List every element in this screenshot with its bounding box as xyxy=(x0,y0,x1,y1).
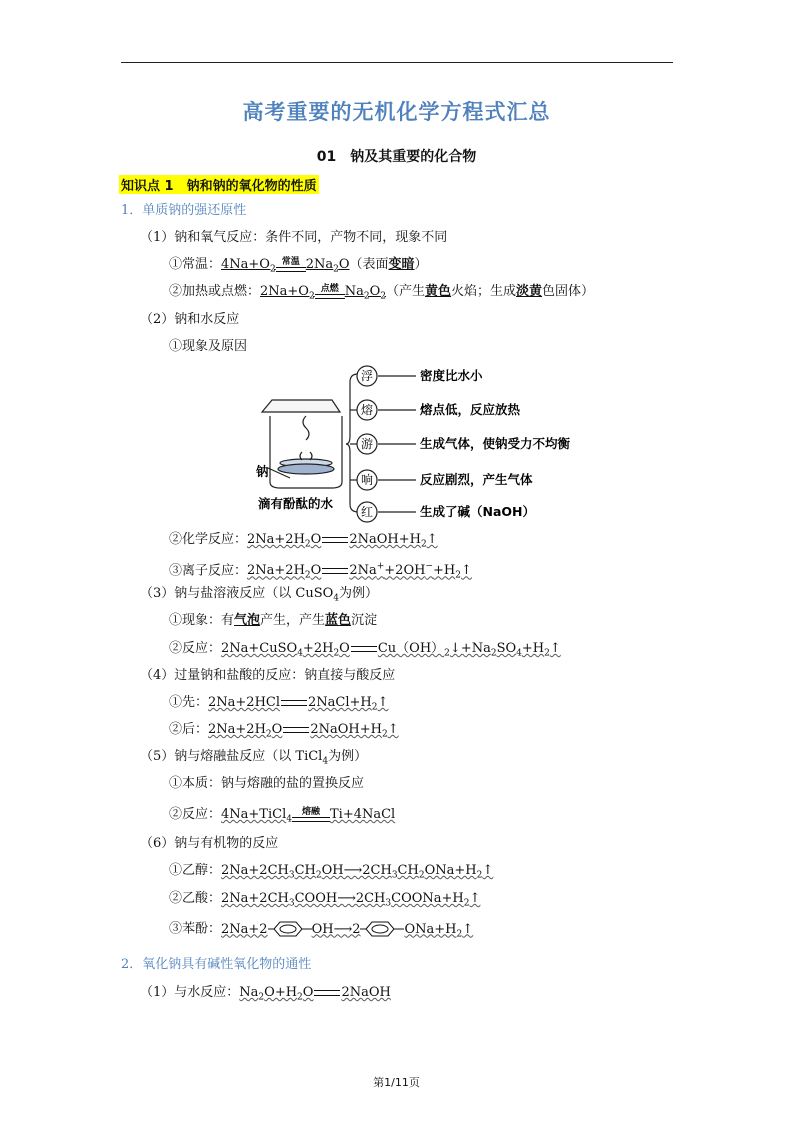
equation-na-cuso4: ②反应：$2Na+CuSO_4+2H_2O$ $Cu(OH)_2↓+Na_2SO_4+H_2↑$ xyxy=(169,641,561,659)
benzene-ring-icon-2 xyxy=(360,920,404,938)
chapter-title: 01 钠及其重要的化合物 xyxy=(316,149,477,165)
document-title: 高考重要的无机化学方程式汇总 xyxy=(242,99,551,124)
header-rule xyxy=(121,62,673,63)
sound-char: 响 xyxy=(360,473,374,487)
item-1-3a: ①现象：有气泡产生，产生蓝色沉淀 xyxy=(169,613,378,628)
item-1-5a: ①本质：钠与熔融的盐的置换反应 xyxy=(169,776,365,791)
equation-na-water: ②化学反应：$2Na+2H_2O$ $2NaOH+H_2↑$ xyxy=(169,532,438,550)
knowledge-point-heading: 知识点 1 钠和钠的氧化物的性质 xyxy=(119,175,319,194)
phenomenon-swim xyxy=(357,434,571,454)
phenomenon-melt xyxy=(357,400,521,420)
phenomenon-sound xyxy=(357,470,533,490)
equation-na-ticl4: ②反应：4Na+TiCl$_4$ 熔融 Ti+4NaCl xyxy=(169,806,396,825)
equation-na-o2-heat: ②加热或点燃：$2Na+O_2$ 点燃 $Na_2O_2$（产生黄色火焰；生成淡黄色固体） xyxy=(169,283,595,302)
red-char: 红 xyxy=(360,505,374,519)
equation-na-phenol: ③苯酚：2Na+2 OH⟶2 $ONa+H_2↑$ xyxy=(169,921,474,940)
melt-char: 熔 xyxy=(360,403,374,417)
swim-reason: 生成气体，使钠受力不均衡 xyxy=(420,436,571,451)
phenomenon-float xyxy=(357,366,483,386)
benzene-ring-icon xyxy=(268,920,312,938)
item-1-3: （3）钠与盐溶液反应（以 CuSO$_4$为例） xyxy=(140,586,379,604)
equation-na-water-ionic: ③离子反应：$2Na+2H_2O$ $2Na^++2OH^-+H_2↑$ xyxy=(169,562,472,581)
red-reason: 生成了碱（NaOH） xyxy=(420,504,535,519)
float-reason: 密度比水小 xyxy=(420,368,483,383)
beaker-icon xyxy=(262,400,342,488)
melt-reason: 熔点低，反应放热 xyxy=(420,402,521,417)
sound-reason: 反应剧烈，产生气体 xyxy=(420,472,533,487)
equation-na-water-after: ②后：$2Na+2H_2O$ $2NaOH+H_2↑$ xyxy=(169,722,399,740)
float-char: 浮 xyxy=(360,369,374,383)
equation-na-o2-room: ①常温：$4Na+O_2$ 常温 $2Na_2O$（表面变暗） xyxy=(169,256,428,275)
section-2-heading: 2．氧化钠具有碱性氧化物的通性 xyxy=(121,957,312,972)
item-1-2a: ①现象及原因 xyxy=(169,339,248,354)
page-number: 第1/11页 xyxy=(373,1076,420,1089)
item-1-5: （5）钠与熔融盐反应（以 TiCl$_4$为例） xyxy=(140,749,368,767)
equation-na2o-water: （1）与水反应：$Na_2O+H_2O$ 2NaOH xyxy=(140,985,391,1003)
item-1-2: （2）钠和水反应 xyxy=(140,312,240,327)
swim-char: 游 xyxy=(360,437,374,451)
equation-na-ethanol: ①乙醇：$2Na+2CH_3CH_2OH⟶2CH_3CH_2ONa+H_2↑$ xyxy=(169,863,494,881)
sodium-label: 钠 xyxy=(256,464,269,479)
equation-na-acetic-acid: ②乙酸：$2Na+2CH_3COOH⟶2CH_3COONa+H_2↑$ xyxy=(169,891,481,909)
section-1-heading: 1．单质钠的强还原性 xyxy=(121,203,247,218)
item-1-4: （4）过量钠和盐酸的反应：钠直接与酸反应 xyxy=(140,668,396,683)
equation-na-hcl: ①先：2Na+2HCl $2NaCl+H_2↑$ xyxy=(169,695,389,713)
phenolphthalein-water-label: 滴有酚酞的水 xyxy=(258,496,334,511)
item-1-6: （6）钠与有机物的反应 xyxy=(140,836,279,851)
phenomenon-red xyxy=(357,502,535,522)
sodium-water-diagram xyxy=(250,360,590,530)
item-1-1: （1）钠和氧气反应：条件不同，产物不同，现象不同 xyxy=(140,230,448,245)
